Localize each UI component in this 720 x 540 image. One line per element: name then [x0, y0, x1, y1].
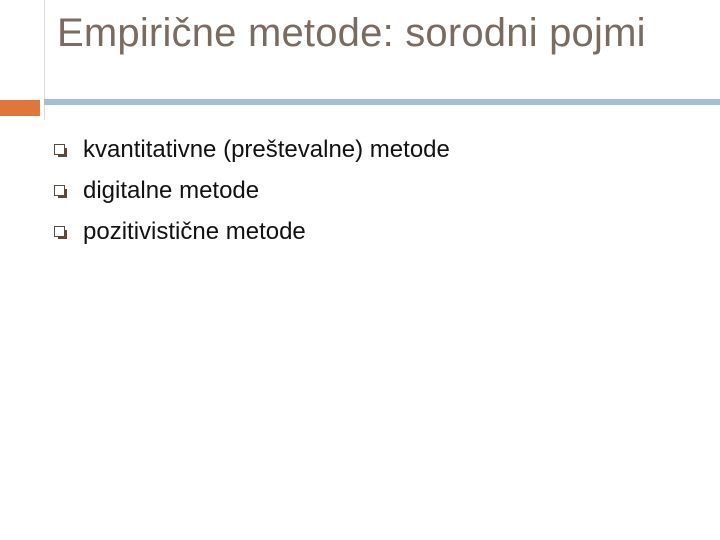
bullet-item — [54, 136, 450, 164]
bullet-text: pozitivistične metode — [83, 218, 306, 245]
accent-bar-orange — [0, 100, 40, 116]
square-bullet-icon — [54, 185, 67, 198]
accent-bar-blue — [44, 99, 720, 105]
bullet-item — [54, 218, 450, 246]
bullet-text: digitalne metode — [83, 177, 260, 204]
bullet-item — [54, 177, 450, 205]
bullet-list — [54, 136, 450, 246]
square-bullet-icon — [54, 226, 67, 239]
square-bullet-icon — [54, 144, 67, 157]
bullet-text: kvantitativne (preštevalne) metode — [83, 136, 450, 163]
slide-title: Empirične metode: sorodni pojmi — [57, 11, 646, 55]
